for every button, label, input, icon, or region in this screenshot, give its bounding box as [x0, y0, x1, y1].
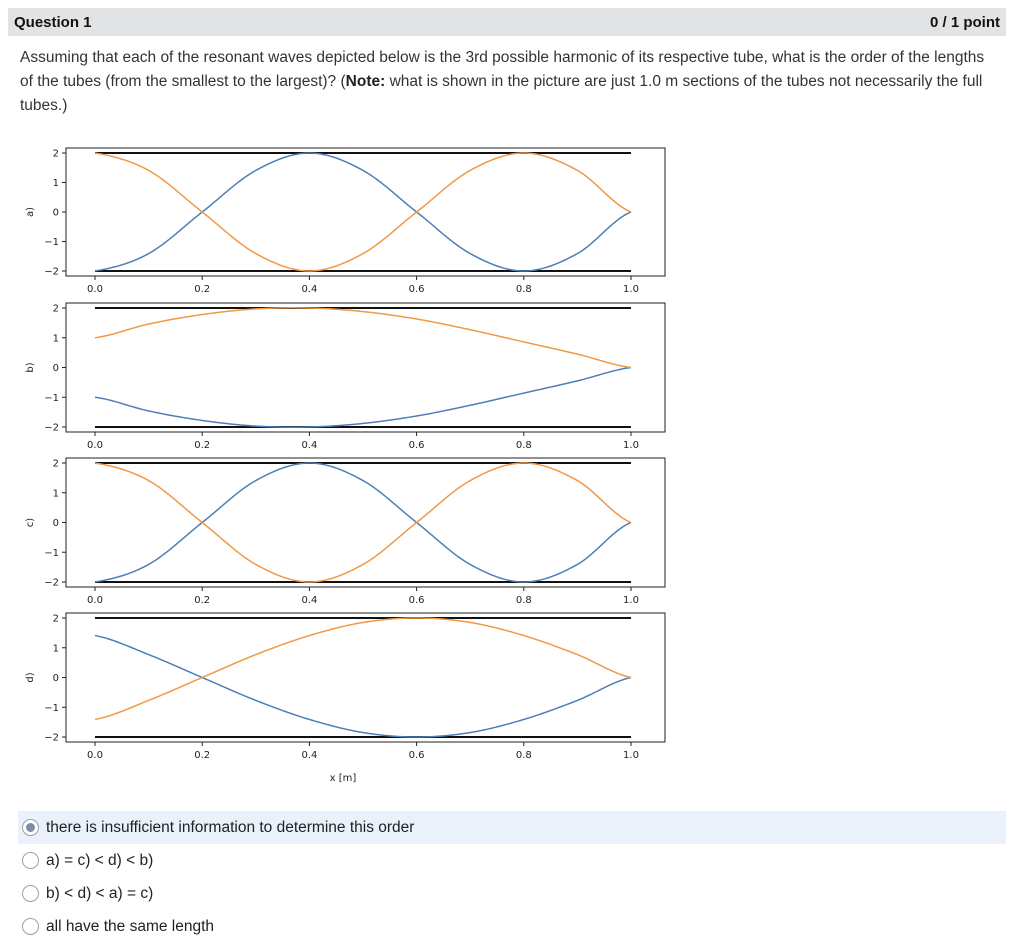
radio-selected-dot	[26, 823, 35, 832]
y-tick-label: 1	[52, 643, 59, 655]
y-tick-label: −1	[44, 702, 59, 714]
note-label: Note:	[345, 73, 386, 90]
x-tick-label: 0.0	[87, 750, 103, 761]
series-line-2	[95, 308, 631, 368]
question-text-part2: what is shown in the picture are just 1.0 m sections of the tubes not necessarily the full tubes.)	[20, 73, 983, 114]
answer-option[interactable]	[18, 877, 1006, 910]
harmonics-figure	[20, 140, 680, 790]
y-tick-label: −2	[44, 577, 59, 589]
answer-label: b) < d) < a) = c)	[46, 884, 154, 902]
x-tick-label: 0.4	[301, 595, 318, 606]
x-tick-label: 0.8	[515, 750, 532, 761]
radio-button[interactable]	[22, 852, 39, 869]
y-tick-label: 0	[52, 207, 59, 219]
x-tick-label: 0.6	[408, 440, 425, 451]
x-tick-label: 0.0	[87, 595, 103, 606]
plot-frame	[66, 613, 665, 742]
answer-option[interactable]	[18, 844, 1006, 877]
y-tick-label: −1	[44, 237, 59, 248]
x-tick-label: 0.0	[87, 440, 103, 451]
x-tick-label: 0.2	[194, 595, 211, 606]
x-tick-label: 0.4	[301, 750, 318, 761]
y-tick-label: −1	[44, 547, 59, 559]
y-tick-label: 0	[52, 363, 59, 374]
chart-panel-2	[25, 303, 665, 451]
x-tick-label: 0.8	[515, 440, 532, 451]
panel-label: d)	[25, 672, 36, 683]
answer-label: all have the same length	[46, 917, 215, 935]
radio-button[interactable]	[22, 885, 39, 902]
x-tick-label: 0.8	[515, 284, 532, 295]
panel-label: b)	[25, 362, 36, 373]
plot-frame	[66, 458, 665, 587]
y-tick-label: 2	[52, 613, 59, 625]
x-tick-label: 1.0	[623, 595, 639, 606]
series-line-2	[95, 618, 631, 719]
y-tick-label: 2	[52, 148, 59, 160]
x-tick-label: 1.0	[623, 440, 639, 451]
y-tick-label: 2	[52, 458, 59, 470]
y-tick-label: 0	[52, 673, 59, 684]
y-tick-label: −2	[44, 266, 59, 278]
answer-label: there is insufficient information to determine this order	[46, 818, 415, 836]
x-tick-label: 0.6	[408, 750, 425, 761]
question-text	[20, 46, 1000, 118]
question-score: 0 / 1 point	[929, 13, 1000, 31]
x-tick-label: 1.0	[623, 284, 639, 295]
answer-options	[18, 811, 1006, 943]
series-line-1	[95, 368, 631, 428]
x-tick-label: 0.8	[515, 595, 532, 606]
panel-label: a)	[25, 206, 36, 218]
x-tick-label: 0.2	[194, 750, 211, 761]
answer-option[interactable]	[18, 811, 1006, 844]
chart-panel-4	[25, 613, 665, 784]
radio-button[interactable]	[22, 918, 39, 935]
x-tick-label: 0.2	[194, 440, 211, 451]
question-title: Question 1	[14, 13, 92, 31]
answer-label: a) = c) < d) < b)	[46, 851, 154, 869]
series-line-1	[95, 636, 631, 737]
x-tick-label: 0.6	[408, 595, 425, 606]
y-tick-label: 1	[52, 488, 59, 500]
y-tick-label: 0	[52, 518, 59, 529]
x-tick-label: 0.4	[301, 440, 318, 451]
y-tick-label: 1	[52, 178, 59, 189]
x-tick-label: 0.0	[87, 284, 103, 295]
x-tick-label: 0.2	[194, 284, 211, 295]
y-tick-label: −2	[44, 732, 59, 744]
question-header	[8, 8, 1006, 36]
x-tick-label: 1.0	[623, 750, 639, 761]
y-tick-label: −1	[44, 392, 59, 404]
panel-label: c)	[25, 517, 36, 528]
plot-frame	[66, 148, 665, 276]
x-tick-label: 0.6	[408, 284, 425, 295]
y-tick-label: 1	[52, 333, 59, 345]
answer-option[interactable]	[18, 910, 1006, 943]
y-tick-label: −2	[44, 422, 59, 434]
radio-button[interactable]	[22, 819, 39, 836]
question-text-part1: Assuming that each of the resonant waves depicted below is the 3rd possible harmonic of its respective tube, what is the order of the lengths of the tubes (from the smallest to the largest)? (	[20, 49, 985, 90]
y-tick-label: 2	[52, 303, 59, 315]
x-axis-label: x [m]	[329, 773, 357, 784]
chart-panel-1	[25, 148, 665, 295]
x-tick-label: 0.4	[301, 284, 318, 295]
chart-panel-3	[25, 458, 665, 606]
